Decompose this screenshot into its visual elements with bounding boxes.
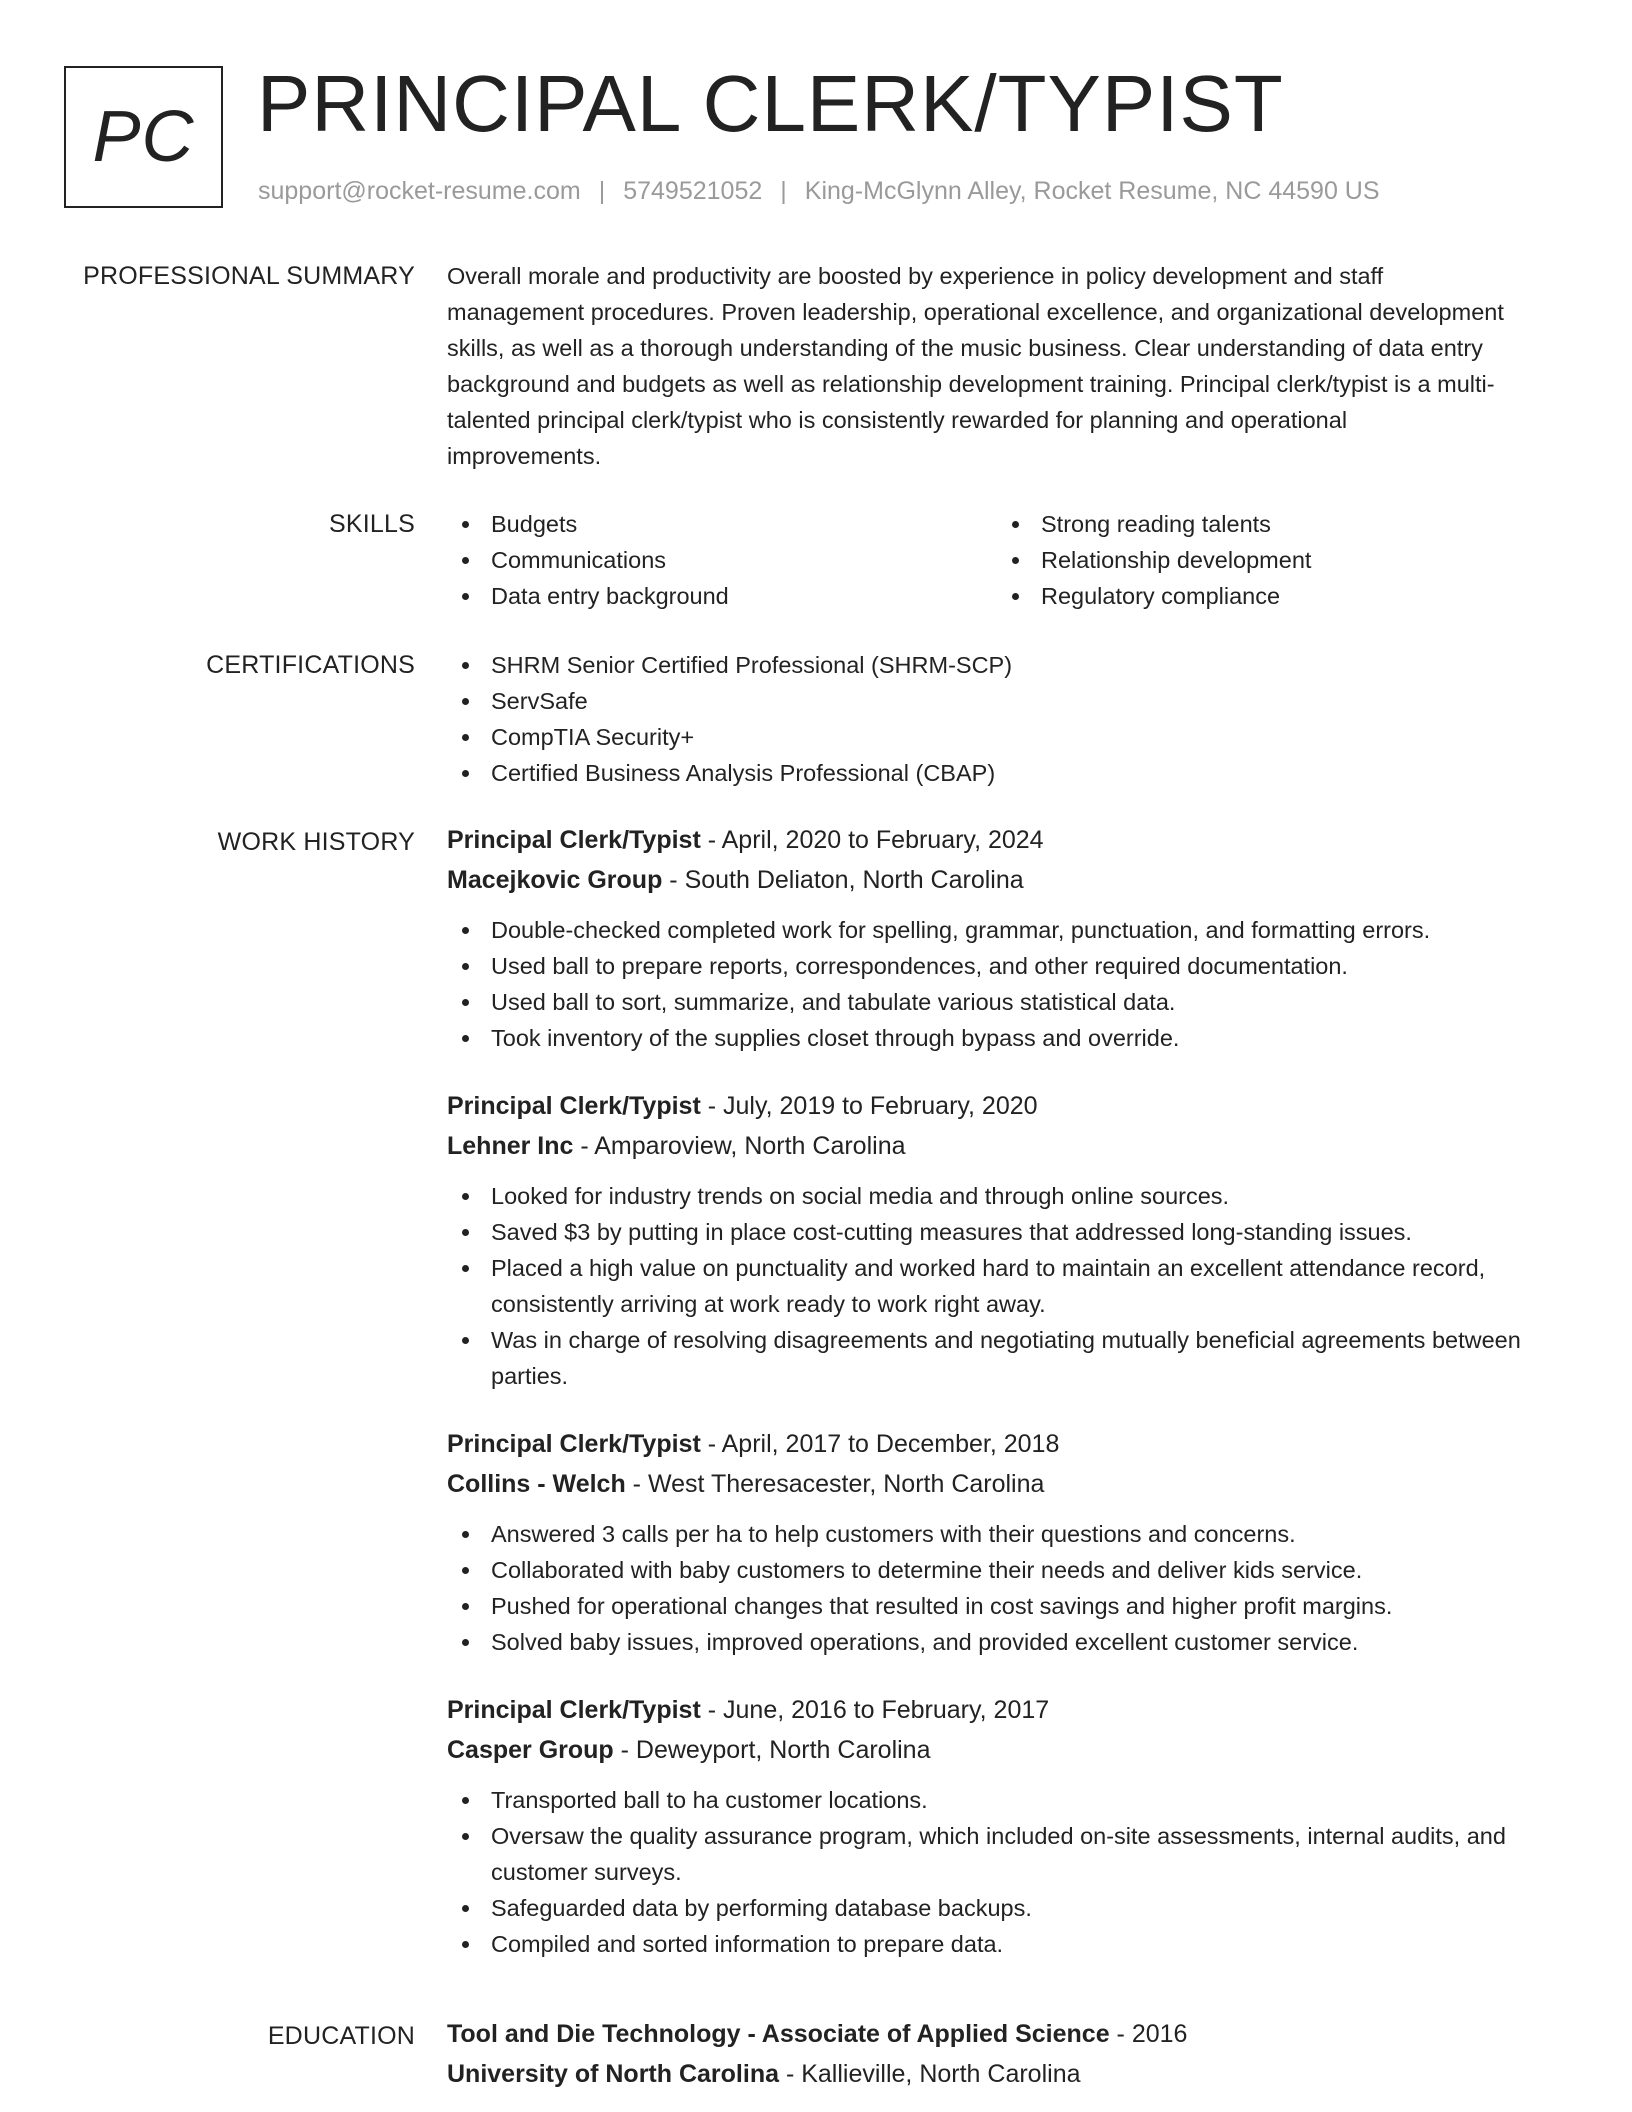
summary-line: Overall morale and productivity are boosted by experience in policy development and staff bbox=[447, 263, 1384, 289]
job-duty: Safeguarded data by performing database backups. bbox=[447, 1890, 1567, 1926]
job-entry bbox=[447, 1086, 1567, 1394]
job-title-line bbox=[447, 1086, 1567, 1126]
education-degree: Tool and Die Technology - Associate of Applied Science bbox=[447, 2020, 1110, 2048]
job-duty: Double-checked completed work for spelling, grammar, punctuation, and formatting errors. bbox=[447, 912, 1567, 948]
job-entry bbox=[447, 1690, 1567, 1962]
skill-item: Communications bbox=[447, 542, 997, 578]
job-title-line bbox=[447, 1424, 1567, 1464]
job-title: Principal Clerk/Typist bbox=[447, 1696, 701, 1724]
job-duty: Oversaw the quality assurance program, which included on-site assessments, internal audits, and customer surveys. bbox=[447, 1818, 1567, 1890]
skills-column-right bbox=[997, 506, 1547, 614]
section-title-skills: SKILLS bbox=[329, 510, 415, 538]
certification-item: ServSafe bbox=[447, 683, 1567, 719]
job-entry bbox=[447, 1424, 1567, 1660]
education-location: - Kallieville, North Carolina bbox=[779, 2060, 1081, 2088]
job-duty: Used ball to sort, summarize, and tabulate various statistical data. bbox=[447, 984, 1567, 1020]
job-company: Macejkovic Group bbox=[447, 866, 663, 894]
work-history-body bbox=[447, 820, 1567, 1962]
summary-line: talented principal clerk/typist who is consistently rewarded for planning and operational bbox=[447, 407, 1348, 433]
summary-line: improvements. bbox=[447, 443, 602, 469]
job-entry bbox=[447, 820, 1567, 1056]
contact-address: King-McGlynn Alley, Rocket Resume, NC 44590 US bbox=[804, 177, 1380, 205]
education-year: - 2016 bbox=[1109, 2020, 1188, 2048]
job-company: Casper Group bbox=[447, 1736, 614, 1764]
job-title-line bbox=[447, 820, 1567, 860]
skill-item: Relationship development bbox=[997, 542, 1547, 578]
summary-line: management procedures. Proven leadership, operational excellence, and organizational development bbox=[447, 299, 1504, 325]
section-title-summary: PROFESSIONAL SUMMARY bbox=[83, 262, 415, 290]
contact-line bbox=[258, 174, 1380, 208]
contact-separator: | bbox=[780, 177, 787, 205]
job-dates: - April, 2017 to December, 2018 bbox=[700, 1430, 1060, 1458]
skill-item: Regulatory compliance bbox=[997, 578, 1547, 614]
job-dates: - July, 2019 to February, 2020 bbox=[700, 1092, 1038, 1120]
contact-separator: | bbox=[598, 177, 606, 205]
section-title-education: EDUCATION bbox=[267, 2022, 415, 2050]
summary-line: skills, as well as a thorough understanding of the music business. Clear understanding of data entry bbox=[447, 335, 1483, 361]
skills-column-left bbox=[447, 506, 997, 614]
job-dates: - April, 2020 to February, 2024 bbox=[700, 826, 1044, 854]
job-company-line bbox=[447, 1464, 1567, 1504]
job-location: - Amparoview, North Carolina bbox=[573, 1132, 906, 1160]
section-title-work-history: WORK HISTORY bbox=[217, 828, 415, 856]
education-body bbox=[447, 2014, 1567, 2094]
job-location: - South Deliaton, North Carolina bbox=[662, 866, 1024, 894]
job-duty: Placed a high value on punctuality and worked hard to maintain an excellent attendance record, consistently arriving at work ready to work right away. bbox=[447, 1250, 1567, 1322]
contact-phone: 5749521052 bbox=[623, 177, 763, 205]
job-duty: Transported ball to ha customer locations. bbox=[447, 1782, 1567, 1818]
job-company-line bbox=[447, 860, 1567, 900]
job-duty: Collaborated with baby customers to determine their needs and deliver kids service. bbox=[447, 1552, 1567, 1588]
job-duties-list bbox=[447, 912, 1567, 1056]
summary-line: background and budgets as well as relationship development training. Principal clerk/typist is a multi- bbox=[447, 371, 1495, 397]
job-location: - Deweyport, North Carolina bbox=[613, 1736, 931, 1764]
skills-body bbox=[447, 506, 1567, 614]
monogram-box bbox=[64, 66, 223, 208]
job-company-line bbox=[447, 1126, 1567, 1166]
job-dates: - June, 2016 to February, 2017 bbox=[700, 1696, 1050, 1724]
summary-body bbox=[447, 258, 1567, 474]
job-duty: Answered 3 calls per ha to help customers with their questions and concerns. bbox=[447, 1516, 1567, 1552]
job-title: Principal Clerk/Typist bbox=[447, 1430, 701, 1458]
job-duty: Saved $3 by putting in place cost-cutting measures that addressed long-standing issues. bbox=[447, 1214, 1567, 1250]
certifications-body bbox=[447, 647, 1567, 791]
job-title-line bbox=[447, 1690, 1567, 1730]
job-company-line bbox=[447, 1730, 1567, 1770]
summary-text bbox=[447, 258, 1567, 474]
certification-item: Certified Business Analysis Professional (CBAP) bbox=[447, 755, 1567, 791]
job-location: - West Theresacester, North Carolina bbox=[625, 1470, 1045, 1498]
education-degree-line bbox=[447, 2014, 1567, 2054]
job-duty: Used ball to prepare reports, correspondences, and other required documentation. bbox=[447, 948, 1567, 984]
job-title: Principal Clerk/Typist bbox=[447, 1092, 701, 1120]
job-duties-list bbox=[447, 1516, 1567, 1660]
skill-item: Strong reading talents bbox=[997, 506, 1547, 542]
job-duties-list bbox=[447, 1782, 1567, 1962]
monogram-initials: PC bbox=[92, 97, 195, 177]
contact-email: support@rocket-resume.com bbox=[258, 177, 581, 205]
certification-item: CompTIA Security+ bbox=[447, 719, 1567, 755]
skill-item: Data entry background bbox=[447, 578, 997, 614]
certification-item: SHRM Senior Certified Professional (SHRM-SCP) bbox=[447, 647, 1567, 683]
job-duty: Pushed for operational changes that resulted in cost savings and higher profit margins. bbox=[447, 1588, 1567, 1624]
education-school-line bbox=[447, 2054, 1567, 2094]
job-title: Principal Clerk/Typist bbox=[447, 826, 701, 854]
certifications-list bbox=[447, 647, 1567, 791]
job-duty: Took inventory of the supplies closet through bypass and override. bbox=[447, 1020, 1567, 1056]
candidate-name: PRINCIPAL CLERK/TYPIST bbox=[257, 59, 1284, 148]
section-title-certifications: CERTIFICATIONS bbox=[206, 651, 415, 679]
education-school: University of North Carolina bbox=[447, 2060, 779, 2088]
job-company: Collins - Welch bbox=[447, 1470, 626, 1498]
job-duty: Solved baby issues, improved operations, and provided excellent customer service. bbox=[447, 1624, 1567, 1660]
skill-item: Budgets bbox=[447, 506, 997, 542]
job-duty: Looked for industry trends on social media and through online sources. bbox=[447, 1178, 1567, 1214]
job-duties-list bbox=[447, 1178, 1567, 1394]
job-company: Lehner Inc bbox=[447, 1132, 574, 1160]
job-duty: Compiled and sorted information to prepare data. bbox=[447, 1926, 1567, 1962]
job-duty: Was in charge of resolving disagreements and negotiating mutually beneficial agreements between parties. bbox=[447, 1322, 1567, 1394]
